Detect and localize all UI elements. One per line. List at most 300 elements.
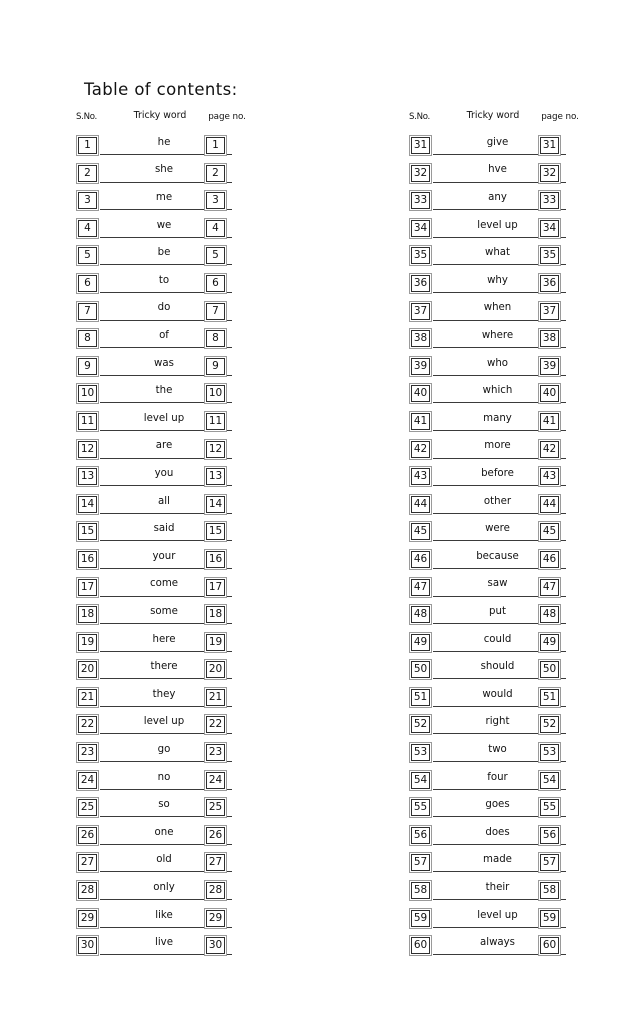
page-number-value: 18 xyxy=(208,608,223,621)
serial-number-value: 15 xyxy=(80,525,95,538)
page-number-box xyxy=(538,935,561,956)
page-number-value: 26 xyxy=(208,828,223,841)
page-number-box xyxy=(538,742,561,763)
page-number-box xyxy=(204,163,227,184)
tricky-word-value: hve xyxy=(488,164,507,176)
header-sno: S.No. xyxy=(76,112,97,122)
page-number-value: 28 xyxy=(208,884,223,897)
page-number-value: 46 xyxy=(542,552,557,565)
tricky-word-value: any xyxy=(488,192,507,204)
serial-number-value: 34 xyxy=(413,221,428,234)
tricky-word-value: one xyxy=(154,826,174,838)
page-number-value: 59 xyxy=(542,911,557,924)
tricky-word-value: you xyxy=(154,468,174,480)
page-number-box xyxy=(538,301,561,322)
serial-number-box xyxy=(409,135,432,156)
tricky-word-value: said xyxy=(153,523,175,535)
page-number-value: 57 xyxy=(542,856,557,869)
page-number-value: 40 xyxy=(542,387,557,400)
serial-number-value: 60 xyxy=(413,939,428,952)
page-number-box xyxy=(538,439,561,460)
serial-number-box xyxy=(76,383,99,404)
tricky-word-value: more xyxy=(484,440,511,452)
page-number-box xyxy=(204,577,227,598)
page-number-value: 23 xyxy=(208,746,223,759)
serial-number-box xyxy=(409,852,432,873)
page-number-box xyxy=(204,742,227,763)
tricky-word-value: of xyxy=(159,330,169,342)
serial-number-value: 44 xyxy=(413,497,428,510)
tricky-word-value: live xyxy=(155,937,173,949)
tricky-word-value: come xyxy=(149,578,179,590)
page-number-value: 56 xyxy=(542,828,557,841)
page-number-box xyxy=(538,356,561,377)
tricky-word-value: four xyxy=(487,771,508,783)
serial-number-box xyxy=(76,742,99,763)
tricky-word-value: all xyxy=(158,495,170,507)
tricky-word-value: to xyxy=(158,274,170,286)
page-number-value: 15 xyxy=(208,525,223,538)
serial-number-box xyxy=(409,466,432,487)
serial-number-value: 1 xyxy=(84,139,91,151)
page-number-value: 36 xyxy=(542,276,557,289)
tricky-word-value: are xyxy=(155,440,173,452)
serial-number-box xyxy=(76,521,99,542)
serial-number-box xyxy=(409,218,432,239)
page-number-box xyxy=(538,135,561,156)
tricky-word-value: he xyxy=(157,136,171,148)
page-number-box xyxy=(538,466,561,487)
serial-number-value: 46 xyxy=(413,552,428,565)
serial-number-value: 50 xyxy=(413,663,428,676)
serial-number-box xyxy=(409,245,432,266)
serial-number-box xyxy=(409,301,432,322)
serial-number-box xyxy=(76,466,99,487)
serial-number-value: 48 xyxy=(413,608,428,621)
page-number-value: 27 xyxy=(208,856,223,869)
header-page: page no. xyxy=(541,112,579,122)
serial-number-box xyxy=(76,908,99,929)
page-number-value: 21 xyxy=(208,690,223,703)
serial-number-value: 59 xyxy=(413,911,428,924)
page-number-value: 8 xyxy=(212,332,219,345)
serial-number-value: 17 xyxy=(80,580,95,593)
tricky-word-value: does xyxy=(485,826,510,838)
serial-number-value: 29 xyxy=(80,911,95,924)
serial-number-box xyxy=(409,328,432,349)
tricky-word-value: many xyxy=(483,412,512,424)
serial-number-box xyxy=(76,190,99,211)
page-number-value: 17 xyxy=(208,580,223,593)
page-number-box xyxy=(204,549,227,570)
page-number-box xyxy=(204,328,227,349)
serial-number-box xyxy=(76,245,99,266)
page-number-box xyxy=(204,466,227,487)
tricky-word-value: which xyxy=(482,385,513,397)
serial-number-box xyxy=(409,411,432,432)
page-number-value: 48 xyxy=(542,608,557,621)
page-number-box xyxy=(538,163,561,184)
page-number-value: 33 xyxy=(542,194,557,207)
serial-number-value: 40 xyxy=(413,387,428,400)
tricky-word-value: should xyxy=(480,661,515,673)
page-number-value: 31 xyxy=(542,139,557,151)
serial-number-value: 23 xyxy=(80,746,95,759)
serial-number-box xyxy=(409,659,432,680)
serial-number-box xyxy=(76,935,99,956)
serial-number-value: 54 xyxy=(413,773,428,786)
page-number-value: 55 xyxy=(542,801,557,814)
serial-number-box xyxy=(76,301,99,322)
page-number-value: 14 xyxy=(208,497,223,510)
serial-number-value: 14 xyxy=(80,497,95,510)
serial-number-value: 42 xyxy=(413,442,428,455)
tricky-word-value: there xyxy=(150,661,178,673)
serial-number-box xyxy=(76,852,99,873)
page-number-box xyxy=(538,659,561,680)
serial-number-box xyxy=(76,770,99,791)
serial-number-box xyxy=(409,273,432,294)
serial-number-box xyxy=(409,632,432,653)
serial-number-box xyxy=(76,632,99,653)
page-title: Table of contents: xyxy=(84,80,238,99)
page-number-box xyxy=(204,797,227,818)
serial-number-value: 6 xyxy=(84,276,91,289)
tricky-word-value: before xyxy=(481,468,514,480)
serial-number-value: 41 xyxy=(413,414,428,427)
serial-number-value: 51 xyxy=(413,690,428,703)
serial-number-value: 5 xyxy=(84,249,91,262)
page-number-box xyxy=(538,190,561,211)
serial-number-box xyxy=(409,770,432,791)
serial-number-box xyxy=(409,604,432,625)
serial-number-box xyxy=(409,356,432,377)
page-number-box xyxy=(538,604,561,625)
tricky-word-value: when xyxy=(483,302,512,314)
serial-number-box xyxy=(76,494,99,515)
page-number-value: 50 xyxy=(542,663,557,676)
page-number-value: 12 xyxy=(208,442,223,455)
serial-number-value: 28 xyxy=(80,884,95,897)
serial-number-box xyxy=(76,797,99,818)
page-number-box xyxy=(538,328,561,349)
serial-number-box xyxy=(409,714,432,735)
tricky-word-value: why xyxy=(487,274,508,286)
page-number-box xyxy=(204,383,227,404)
serial-number-box xyxy=(409,190,432,211)
tricky-word-value: give xyxy=(486,136,509,148)
serial-number-value: 57 xyxy=(413,856,428,869)
page-number-value: 2 xyxy=(212,166,219,179)
tricky-word-value: their xyxy=(485,881,510,893)
tricky-word-value: where xyxy=(481,330,514,342)
serial-number-value: 47 xyxy=(413,580,428,593)
tricky-word-value: could xyxy=(483,633,512,645)
tricky-word-value: put xyxy=(489,605,506,617)
tricky-word-value: two xyxy=(488,743,507,755)
tricky-word-value: made xyxy=(483,854,512,866)
serial-number-box xyxy=(76,604,99,625)
page-number-box xyxy=(538,797,561,818)
serial-number-value: 20 xyxy=(80,663,95,676)
tricky-word-value: always xyxy=(480,937,515,949)
page-number-box xyxy=(204,908,227,929)
page-number-value: 19 xyxy=(208,635,223,648)
serial-number-value: 36 xyxy=(413,276,428,289)
serial-number-value: 8 xyxy=(84,332,91,345)
serial-number-value: 39 xyxy=(413,359,428,372)
serial-number-box xyxy=(409,521,432,542)
tricky-word-value: the xyxy=(155,385,173,397)
page-number-value: 38 xyxy=(542,332,557,345)
tricky-word-value: no xyxy=(157,771,171,783)
page-number-box xyxy=(204,135,227,156)
page-number-box xyxy=(204,356,227,377)
page-number-box xyxy=(204,632,227,653)
serial-number-box xyxy=(409,439,432,460)
page-number-box xyxy=(538,245,561,266)
page-number-box xyxy=(538,549,561,570)
serial-number-value: 2 xyxy=(84,166,91,179)
tricky-word-value: be xyxy=(157,247,171,259)
tricky-word-value: would xyxy=(482,688,513,700)
serial-number-value: 58 xyxy=(413,884,428,897)
page-number-box xyxy=(204,411,227,432)
page-number-value: 22 xyxy=(208,718,223,731)
tricky-word-value: they xyxy=(152,688,176,700)
serial-number-box xyxy=(76,163,99,184)
serial-number-value: 25 xyxy=(80,801,95,814)
serial-number-value: 18 xyxy=(80,608,95,621)
page-number-box xyxy=(204,687,227,708)
tricky-word-value: only xyxy=(153,881,175,893)
serial-number-box xyxy=(409,880,432,901)
tricky-word-value: level up xyxy=(143,412,185,424)
page-number-value: 47 xyxy=(542,580,557,593)
page-number-box xyxy=(538,825,561,846)
serial-number-box xyxy=(409,825,432,846)
page-number-value: 39 xyxy=(542,359,557,372)
serial-number-value: 37 xyxy=(413,304,428,317)
page-number-value: 42 xyxy=(542,442,557,455)
page-number-box xyxy=(204,218,227,239)
page-number-box xyxy=(538,273,561,294)
serial-number-value: 3 xyxy=(84,194,91,207)
serial-number-box xyxy=(76,549,99,570)
tricky-word-value: some xyxy=(150,605,178,617)
page-number-box xyxy=(204,190,227,211)
header-word: Tricky word xyxy=(133,110,187,121)
serial-number-value: 35 xyxy=(413,249,428,262)
tricky-word-value: what xyxy=(484,247,511,259)
serial-number-box xyxy=(409,163,432,184)
page-number-box xyxy=(204,273,227,294)
page-number-value: 3 xyxy=(212,194,219,207)
tricky-word-value: level up xyxy=(477,909,518,921)
tricky-word-value: level up xyxy=(143,716,185,728)
page-number-value: 24 xyxy=(208,773,223,786)
page-number-box xyxy=(538,411,561,432)
serial-number-box xyxy=(76,880,99,901)
serial-number-box xyxy=(76,356,99,377)
serial-number-value: 12 xyxy=(80,442,95,455)
page-number-box xyxy=(204,880,227,901)
page-number-value: 45 xyxy=(542,525,557,538)
page-number-box xyxy=(204,825,227,846)
tricky-word-value: go xyxy=(157,743,171,755)
page-number-box xyxy=(538,770,561,791)
page-number-box xyxy=(204,770,227,791)
page-number-box xyxy=(204,494,227,515)
tricky-word-value: me xyxy=(155,192,173,204)
tricky-word-value: here xyxy=(152,633,176,645)
tricky-word-value: your xyxy=(152,550,176,562)
serial-number-value: 4 xyxy=(84,221,91,234)
serial-number-value: 24 xyxy=(80,773,95,786)
page-number-value: 25 xyxy=(208,801,223,814)
page-number-box xyxy=(538,714,561,735)
page-number-value: 10 xyxy=(208,387,223,400)
serial-number-value: 52 xyxy=(413,718,428,731)
page-number-value: 30 xyxy=(208,939,223,952)
page-number-box xyxy=(204,604,227,625)
serial-number-value: 33 xyxy=(413,194,428,207)
page-number-box xyxy=(538,577,561,598)
page-number-value: 16 xyxy=(208,552,223,565)
tricky-word-value: were xyxy=(485,523,510,535)
serial-number-box xyxy=(76,577,99,598)
page-number-value: 1 xyxy=(212,139,219,151)
page-number-box xyxy=(538,852,561,873)
page-number-value: 35 xyxy=(542,249,557,262)
page-number-box xyxy=(204,245,227,266)
page-number-value: 7 xyxy=(212,304,219,317)
serial-number-box xyxy=(409,549,432,570)
serial-number-value: 22 xyxy=(80,718,95,731)
serial-number-box xyxy=(76,411,99,432)
page-number-box xyxy=(204,714,227,735)
page-number-value: 5 xyxy=(212,249,219,262)
serial-number-value: 45 xyxy=(413,525,428,538)
serial-number-box xyxy=(409,687,432,708)
serial-number-box xyxy=(76,439,99,460)
page-number-value: 49 xyxy=(542,635,557,648)
serial-number-box xyxy=(76,273,99,294)
tricky-word-value: right xyxy=(485,716,510,728)
page-number-value: 51 xyxy=(542,690,557,703)
serial-number-box xyxy=(76,135,99,156)
serial-number-value: 16 xyxy=(80,552,95,565)
page-number-value: 52 xyxy=(542,718,557,731)
serial-number-value: 7 xyxy=(84,304,91,317)
page-number-value: 34 xyxy=(542,221,557,234)
serial-number-value: 31 xyxy=(413,139,428,151)
tricky-word-value: other xyxy=(483,495,512,507)
page-number-value: 20 xyxy=(208,663,223,676)
page-number-value: 6 xyxy=(212,276,219,289)
tricky-word-value: like xyxy=(155,909,173,921)
serial-number-value: 55 xyxy=(413,801,428,814)
serial-number-box xyxy=(409,383,432,404)
serial-number-box xyxy=(409,908,432,929)
serial-number-value: 9 xyxy=(84,359,91,372)
page-number-value: 41 xyxy=(542,414,557,427)
tricky-word-value: because xyxy=(476,550,519,562)
page-number-box xyxy=(538,218,561,239)
serial-number-value: 10 xyxy=(80,387,95,400)
page-number-box xyxy=(538,908,561,929)
page-number-box xyxy=(538,521,561,542)
page-number-box xyxy=(204,439,227,460)
tricky-word-value: old xyxy=(156,854,172,866)
tricky-word-value: level up xyxy=(477,219,518,231)
serial-number-box xyxy=(409,797,432,818)
header-word: Tricky word xyxy=(466,110,520,121)
tricky-word-value: do xyxy=(157,302,171,314)
serial-number-box xyxy=(76,687,99,708)
serial-number-value: 30 xyxy=(80,939,95,952)
tricky-word-value: we xyxy=(156,219,172,231)
page-number-value: 54 xyxy=(542,773,557,786)
page-number-value: 9 xyxy=(212,359,219,372)
page-number-value: 37 xyxy=(542,304,557,317)
page-number-box xyxy=(538,383,561,404)
serial-number-box xyxy=(76,328,99,349)
serial-number-box xyxy=(409,935,432,956)
tricky-word-value: saw xyxy=(487,578,508,590)
serial-number-box xyxy=(76,714,99,735)
page-number-box xyxy=(204,659,227,680)
serial-number-box xyxy=(76,825,99,846)
tricky-word-value: who xyxy=(486,357,509,369)
page-number-value: 60 xyxy=(542,939,557,952)
serial-number-value: 21 xyxy=(80,690,95,703)
page-number-value: 44 xyxy=(542,497,557,510)
serial-number-value: 56 xyxy=(413,828,428,841)
serial-number-value: 19 xyxy=(80,635,95,648)
serial-number-value: 27 xyxy=(80,856,95,869)
header-sno: S.No. xyxy=(409,112,430,122)
page-number-box xyxy=(538,632,561,653)
serial-number-value: 26 xyxy=(80,828,95,841)
page-number-value: 29 xyxy=(208,911,223,924)
page-number-box xyxy=(538,880,561,901)
page-number-value: 4 xyxy=(212,221,219,234)
page-number-box xyxy=(538,494,561,515)
serial-number-box xyxy=(76,218,99,239)
page-number-box xyxy=(204,521,227,542)
page-number-value: 32 xyxy=(542,166,557,179)
serial-number-box xyxy=(409,494,432,515)
serial-number-value: 32 xyxy=(413,166,428,179)
page-number-value: 43 xyxy=(542,470,557,483)
page-number-value: 11 xyxy=(208,414,223,427)
page-number-box xyxy=(204,935,227,956)
serial-number-box xyxy=(409,742,432,763)
header-page: page no. xyxy=(208,112,246,122)
page-number-value: 13 xyxy=(208,470,223,483)
serial-number-value: 49 xyxy=(413,635,428,648)
serial-number-value: 43 xyxy=(413,470,428,483)
tricky-word-value: goes xyxy=(485,799,510,811)
serial-number-value: 11 xyxy=(80,414,95,427)
tricky-word-value: was xyxy=(154,357,174,369)
page-number-box xyxy=(204,301,227,322)
serial-number-value: 13 xyxy=(80,470,95,483)
serial-number-box xyxy=(76,659,99,680)
serial-number-value: 53 xyxy=(413,746,428,759)
page-number-value: 53 xyxy=(542,746,557,759)
